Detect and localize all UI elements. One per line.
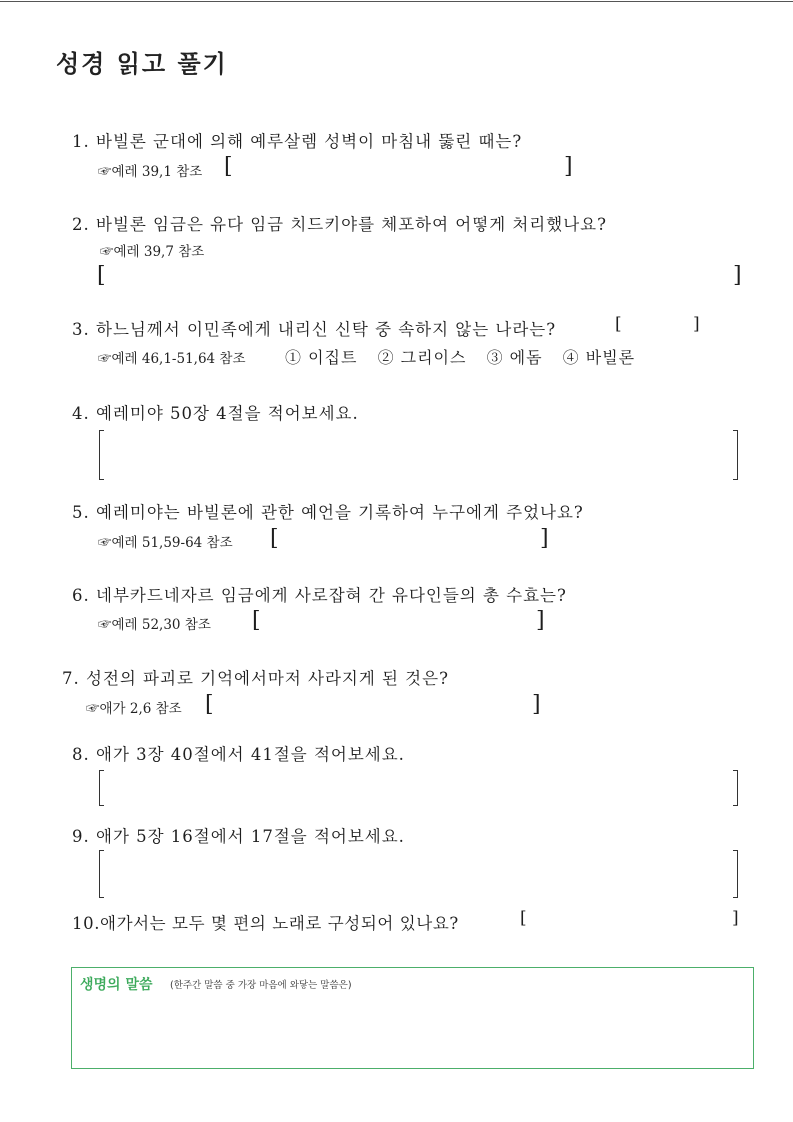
answer-close-bracket [733, 430, 738, 480]
answer-open-bracket [99, 850, 104, 898]
box-title: 생명의 말씀 [80, 977, 153, 993]
answer-options [285, 345, 649, 368]
top-border-line [0, 1, 793, 2]
answer-open-bracket [99, 770, 104, 806]
question-number: 9. [72, 827, 90, 846]
answer-close-bracket [733, 770, 738, 806]
reference-3: ☞예레 46,1-51,64 참조 [98, 351, 246, 367]
question-3 [72, 316, 556, 340]
question-2 [72, 211, 607, 235]
reference-7: ☞애가 2,6 참조 [86, 701, 182, 717]
answer-open-bracket: [ [252, 608, 261, 633]
question-5 [72, 499, 584, 523]
answer-close-bracket: ] [733, 263, 742, 288]
question-10 [72, 910, 459, 934]
question-text: 예레미야는 바빌론에 관한 예언을 기록하여 누구에게 주었나요? [96, 503, 584, 522]
option-4: ④ 바빌론 [562, 348, 636, 367]
question-6 [72, 582, 567, 606]
question-text: 하느님께서 이민족에게 내리신 신탁 중 속하지 않는 나라는? [96, 320, 557, 339]
answer-close-bracket: ] [732, 908, 739, 928]
question-number: 1. [72, 132, 90, 151]
reference-1: ☞예레 39,1 참조 [98, 164, 203, 180]
question-text: 애가 5장 16절에서 17절을 적어보세요. [96, 827, 405, 846]
page-title: 성경 읽고 풀기 [56, 50, 228, 78]
box-subtitle: (한주간 말씀 중 가장 마음에 와닿는 말씀은) [170, 980, 352, 991]
option-3: ③ 에돔 [486, 348, 543, 367]
option-2: ② 그리이스 [377, 348, 467, 367]
question-text: 바빌론 군대에 의해 예루살렘 성벽이 마침내 뚫린 때는? [96, 132, 523, 151]
answer-close-bracket [733, 850, 738, 898]
answer-open-bracket: [ [97, 263, 106, 288]
answer-close-bracket: ] [536, 608, 545, 633]
option-1: ① 이집트 [285, 348, 358, 367]
question-text: 애가서는 모두 몇 편의 노래로 구성되어 있나요? [100, 914, 459, 933]
question-number: 10. [72, 914, 101, 933]
answer-open-bracket: [ [520, 908, 527, 928]
question-number: 7. [62, 669, 80, 688]
question-number: 4. [72, 404, 90, 423]
question-number: 6. [72, 586, 90, 605]
question-8 [72, 741, 405, 765]
question-text: 성전의 파괴로 기억에서마저 사라지게 된 것은? [86, 669, 449, 688]
question-number: 5. [72, 503, 90, 522]
reference-2: ☞예레 39,7 참조 [100, 244, 205, 260]
question-text: 애가 3장 40절에서 41절을 적어보세요. [96, 745, 405, 764]
answer-open-bracket: [ [224, 154, 233, 179]
question-text: 네부카드네자르 임금에게 사로잡혀 간 유다인들의 총 수효는? [96, 586, 567, 605]
question-9 [72, 823, 405, 847]
question-number: 3. [72, 320, 90, 339]
answer-close-bracket: ] [540, 526, 549, 551]
answer-close-bracket: ] [693, 314, 700, 334]
word-of-life-box [71, 967, 754, 1069]
reference-5: ☞예레 51,59-64 참조 [98, 535, 233, 551]
question-7 [62, 665, 449, 689]
reference-6: ☞예레 52,30 참조 [98, 617, 211, 633]
answer-open-bracket: [ [205, 692, 214, 717]
answer-open-bracket: [ [270, 526, 279, 551]
question-1 [72, 128, 522, 152]
question-number: 2. [72, 215, 90, 234]
answer-open-bracket: [ [615, 314, 622, 334]
question-text: 예레미야 50장 4절을 적어보세요. [96, 404, 359, 423]
question-text: 바빌론 임금은 유다 임금 치드키야를 체포하여 어떻게 처리했나요? [96, 215, 607, 234]
answer-open-bracket [99, 430, 104, 480]
answer-close-bracket: ] [532, 692, 541, 717]
question-4 [72, 400, 359, 424]
answer-close-bracket: ] [564, 154, 573, 179]
question-number: 8. [72, 745, 90, 764]
